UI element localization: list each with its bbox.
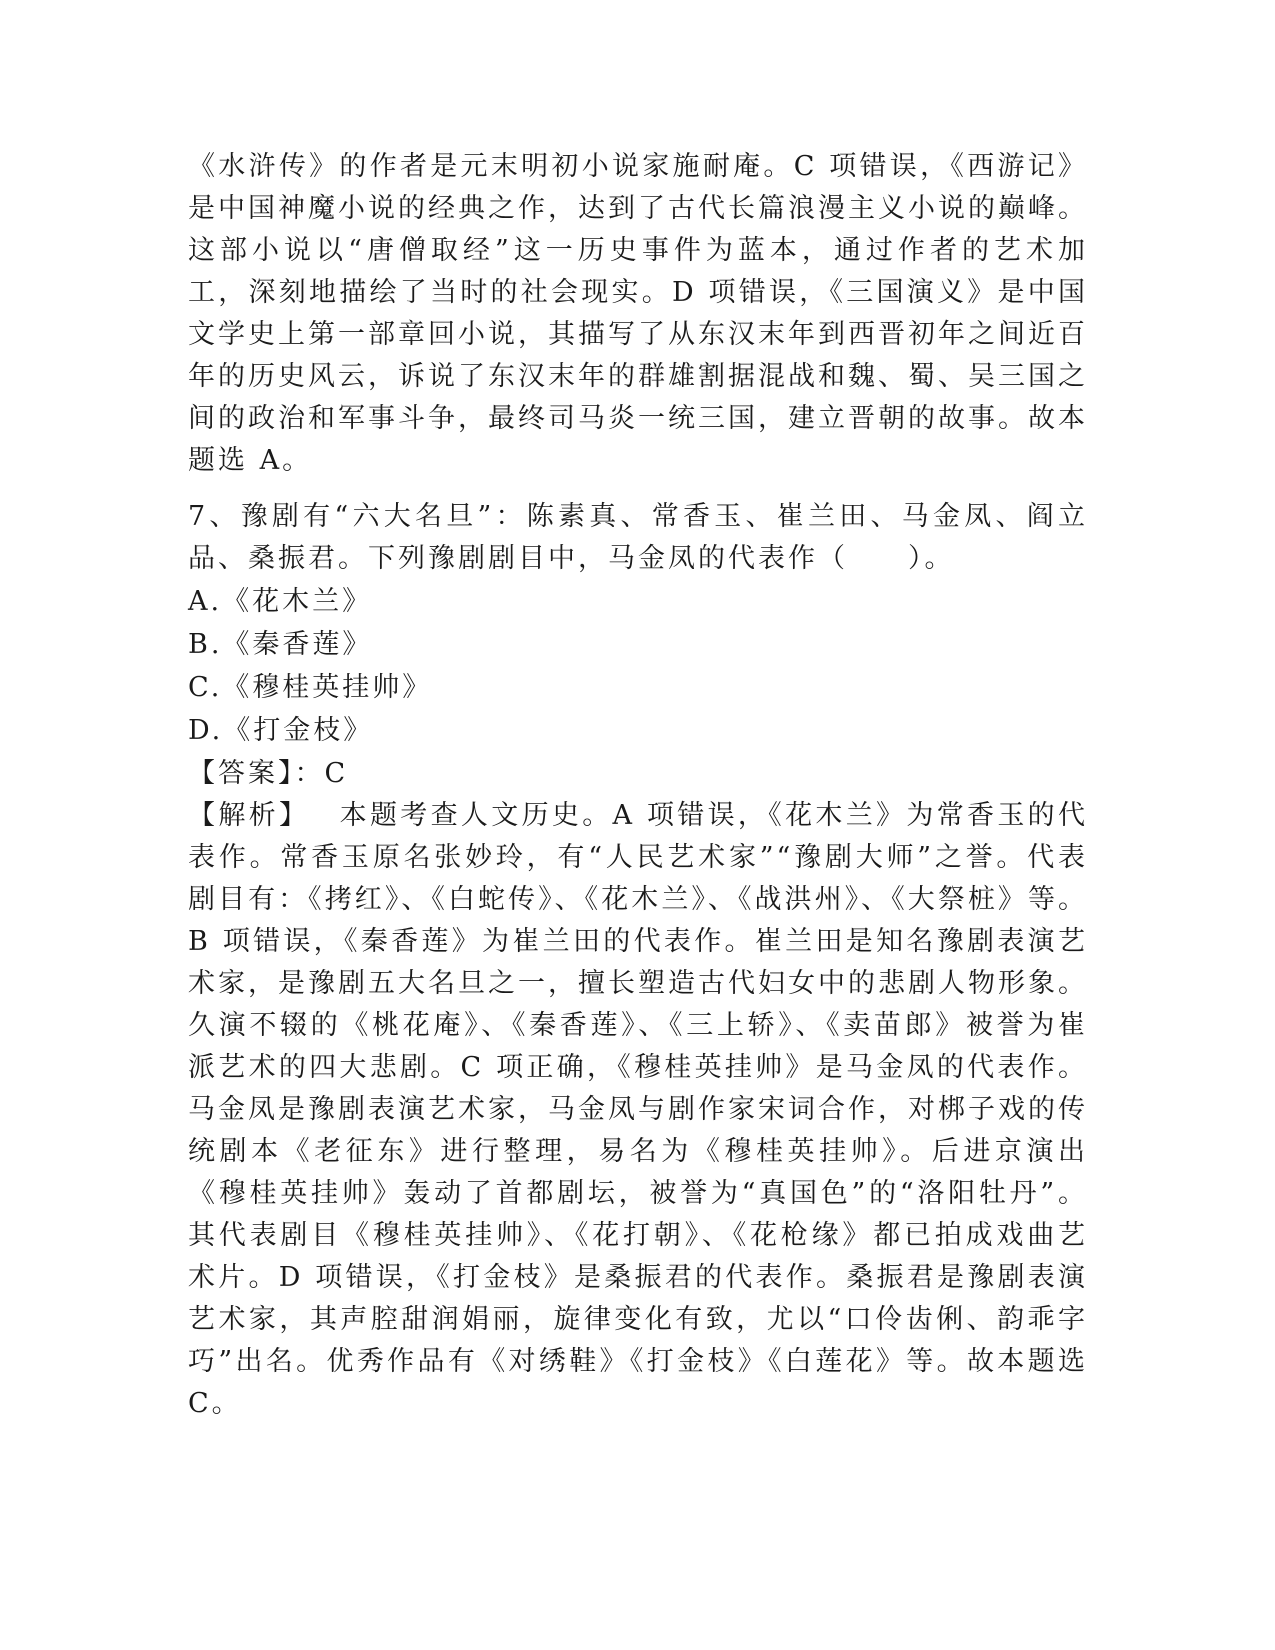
option-c: C.《穆桂英挂帅》: [188, 672, 433, 703]
analysis-text: 本题考查人文历史。A 项错误，《花木兰》为常香玉的代表作。常香玉原名张妙玲，有“人民艺术家”“豫剧大师”之誉。代表剧目有：《拷红》、《白蛇传》、《花木兰》、《战洪州》、《大祭桩》等。B 项错误，《秦香莲》为崔兰田的代表作。崔兰田是知名豫剧表演艺术家，是豫剧五大名旦之一，擅长塑造古代妇女中的悲剧人物形象。久演不辍的《桃花庵》、《秦香莲》、《三上轿》、《卖苗郎》被誉为崔派艺术的四大悲剧。C 项正确，《穆桂英挂帅》是马金凤的代表作。马金凤是豫剧表演艺术家，马金凤与剧作家宋词合作，对梆子戏的传统剧本《老征东》进行整理，易名为《穆桂英挂帅》。后进京演出《穆桂英挂帅》轰动了首都剧坛，被誉为“真国色”的“洛阳牡丹”。其代表剧目《穆桂英挂帅》、《花打朝》、《花枪缘》都已拍成戏曲艺术片。D 项错误，《打金枝》是桑振君的代表作。桑振君是豫剧表演艺术家，其声腔甜润娟丽，旋律变化有致，尤以“口伶齿俐、韵乖字巧”出名。优秀作品有《对绣鞋》《打金枝》《白莲花》等。故本题选 C。: [188, 800, 1089, 1419]
answer-label: 【答案】：: [188, 758, 325, 789]
option-d: D.《打金枝》: [188, 715, 374, 746]
document-page: [188, 146, 1088, 1425]
answer-line: [188, 752, 1088, 795]
analysis-label: 【解析】: [188, 800, 310, 831]
option-b: B.《秦香莲》: [188, 629, 373, 660]
section-gap: [188, 482, 1088, 496]
option-a: A.《花木兰》: [188, 586, 373, 617]
answer-value: C: [324, 758, 349, 789]
previous-answer-continuation: 《水浒传》的作者是元末明初小说家施耐庵。C 项错误，《西游记》是中国神魔小说的经典之作，达到了古代长篇浪漫主义小说的巅峰。这部小说以“唐僧取经”这一历史事件为蓝本，通过作者的艺术加工，深刻地描绘了当时的社会现实。D 项错误，《三国演义》是中国文学史上第一部章回小说，其描写了从东汉末年到西晋初年之间近百年的历史风云，诉说了东汉末年的群雄割据混战和魏、蜀、吴三国之间的政治和军事斗争，最终司马炎一统三国，建立晋朝的故事。故本题选 A。: [188, 151, 1088, 476]
question-number: 7、: [188, 501, 241, 532]
question-7-stem: [188, 496, 1088, 580]
analysis-paragraph: [188, 795, 1088, 1425]
question-text: 豫剧有“六大名旦”：陈素真、常香玉、崔兰田、马金凤、阎立品、桑振君。下列豫剧剧目中，马金凤的代表作（ ）。: [188, 501, 1088, 574]
